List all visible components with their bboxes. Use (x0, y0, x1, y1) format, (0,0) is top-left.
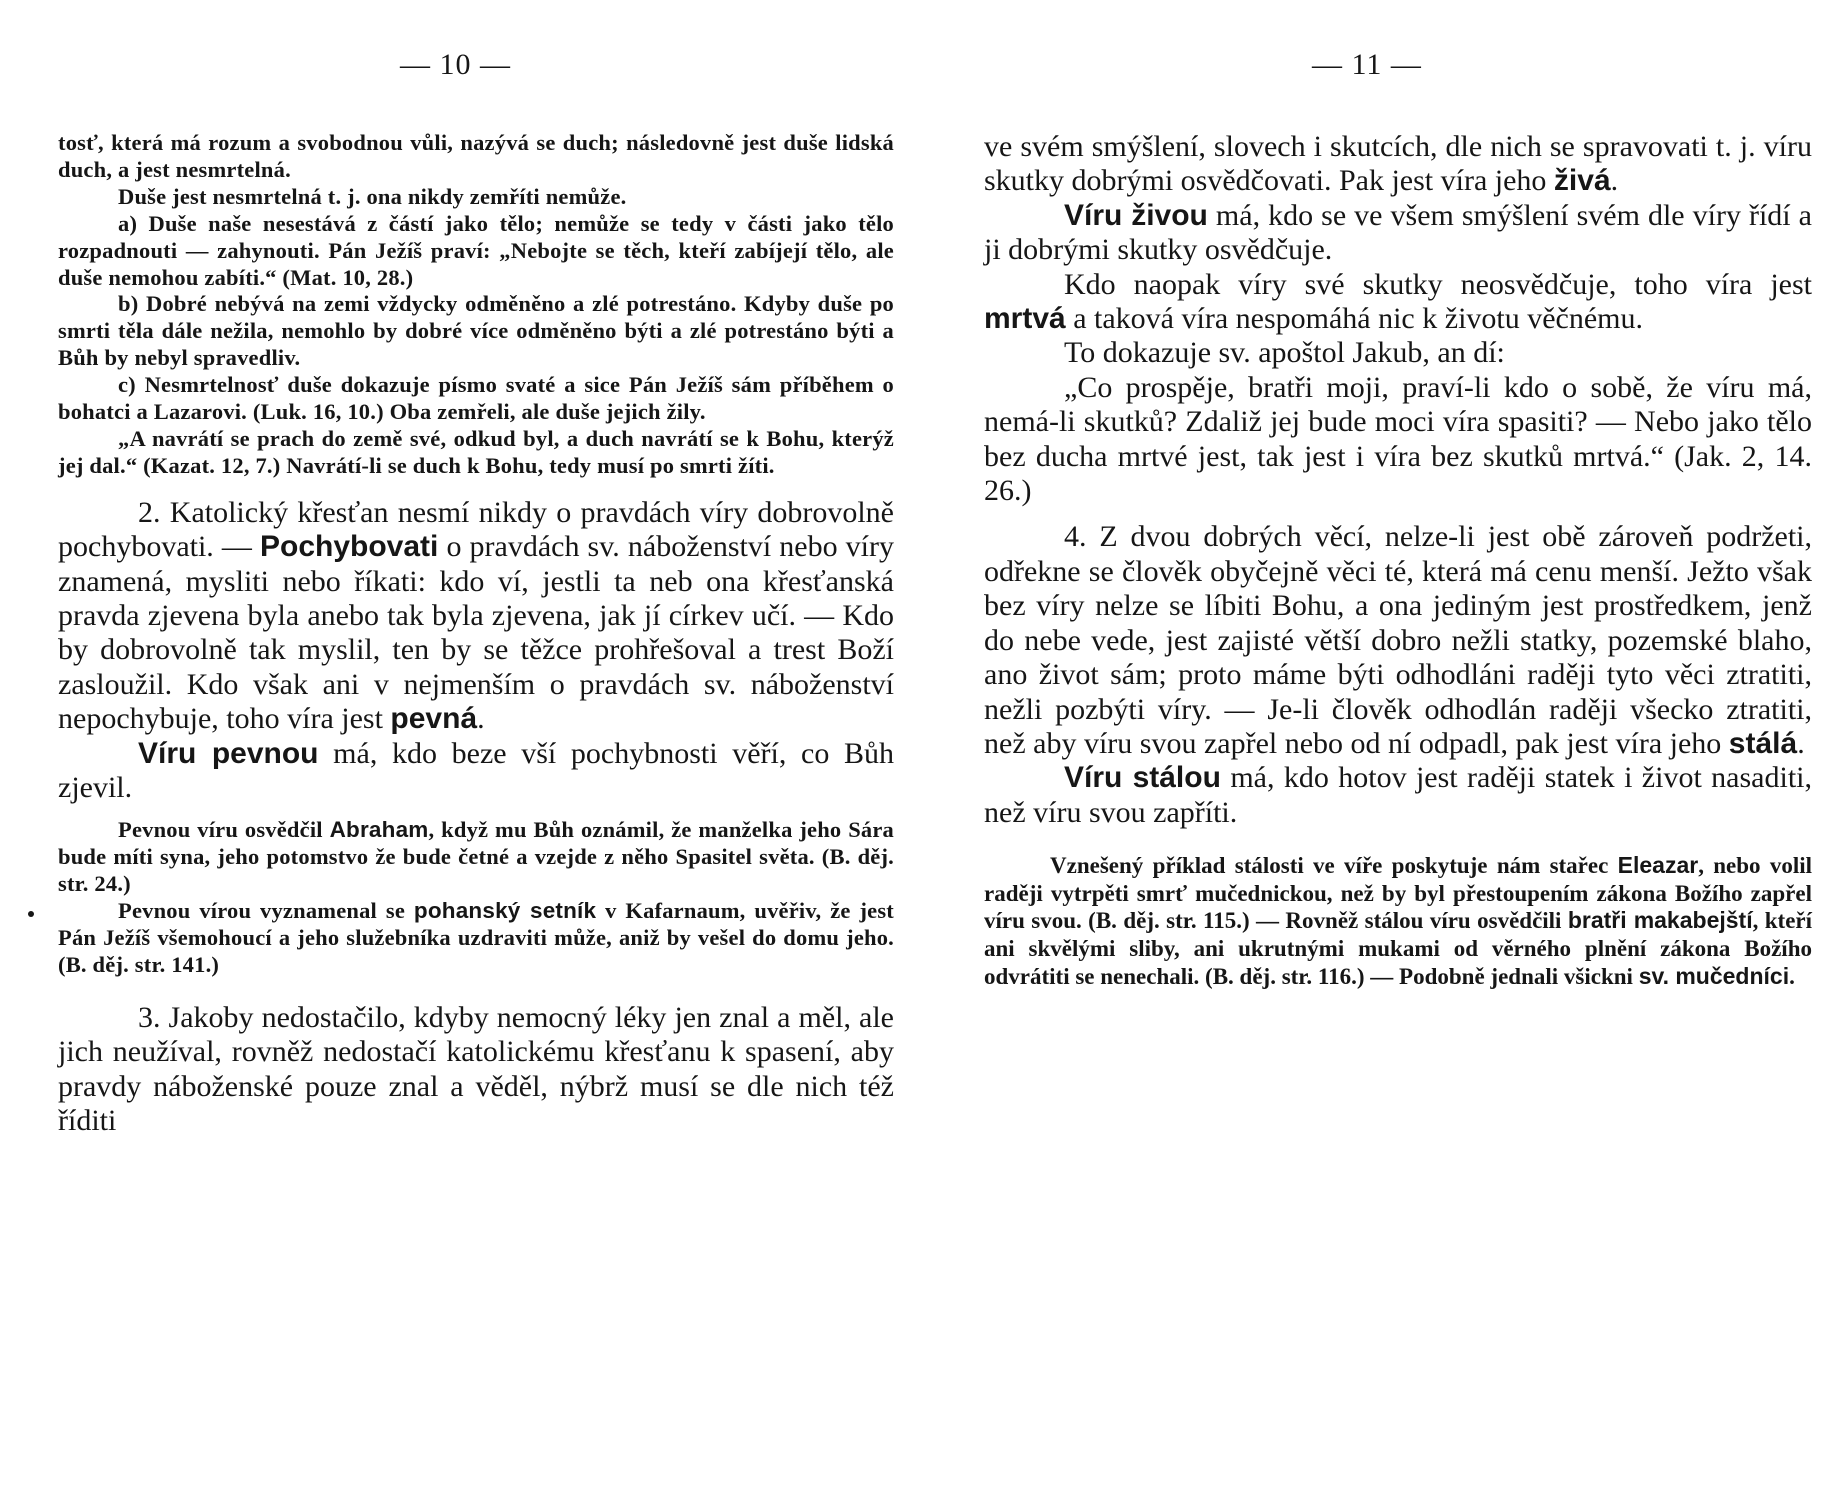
bold-term: bratři makabejští (1567, 907, 1753, 934)
right-column (984, 130, 1812, 990)
bold-term: pevná (390, 702, 478, 736)
bold-term: Víru živou (1064, 198, 1208, 232)
page-number-right: — 11 — (1312, 48, 1422, 81)
paragraph: tosť, která má rozum a svobodnou vůli, nazývá se duch; následovně jest duše lidská duch, a jest nesmrtelná. (58, 130, 894, 182)
definition-paragraph: Víru stálou má, kdo hotov jest raději statek i život nasaditi, než víru svou zapříti. (984, 761, 1812, 829)
paragraph: „A navrátí se prach do země své, odkud byl, a duch navrátí se k Bohu, kterýž jej dal.“ (Kazat. 12, 7.) Navrátí-li se duch k Bohu, tedy musí po smrti žíti. (58, 425, 894, 478)
bold-term: stálá (1728, 726, 1798, 760)
quote-paragraph: „Co prospěje, bratři moji, praví-li kdo o sobě, že víru má, nemá-li skutků? Zdaliž jej bude moci víra spasiti? — Nebo jako tělo bez ducha mrtvé jest, tak jest i víra bez skutků mrtvá.“ (Jak. 2, 14. 26.) (984, 370, 1812, 508)
paragraph: a) Duše naše nesestává z částí jako tělo; nemůže se tedy v části jako tělo rozpadnouti — zahynouti. Pán Ježíš praví: „Nebojte se těch, kteří zabíjejí tělo, ale duše nemohou zabíti.“ (Mat. 10, 28.) (58, 210, 894, 290)
left-column (58, 130, 894, 1139)
bold-term: sv. mučedníci (1638, 962, 1790, 989)
paragraph: Pevnou víru osvědčil Abraham, když mu Bůh oznámil, že manželka jeho Sára bude míti syna, jeho potomstvo že bude četné a vzejde z něho Spasitel světa. (B. děj. str. 24.) (58, 817, 894, 897)
print-speck (28, 911, 34, 917)
right-page (922, 0, 1844, 1500)
definition-paragraph: Víru pevnou má, kdo beze vší pochybnosti věří, co Bůh zjevil. (58, 736, 894, 805)
section-4-paragraph: 4. Z dvou dobrých věcí, nelze-li jest obě zároveň podržeti, odřekne se člověk obyčejně věci té, která má cenu menší. Ježto však bez víry nelze se líbiti Bohu, a ona jediným jest prostředkem, jenž do nebe vede, jest zajisté větší dobro nežli statky, pozemské blaho, ano život sám; proto máme býti odhodláni raději tyto věci ztratiti, nežli pozbýti víry. — Je-li člověk odhodlán raději všecko ztratiti, než aby víru svou zapřel nebo od ní odpadl, pak jest víra jeho stálá. (984, 520, 1812, 760)
section-2-paragraph: 2. Katolický křesťan nesmí nikdy o pravdách víry dobrovolně pochybovati. — Pochybovati o pravdách sv. náboženství nebo víry znamená, mysliti nebo říkati: kdo ví, jestli ta neb ona křesťanská pravda zjevena byla anebo tak byla zjevena, jak jí církev učí. — Kdo by dobrovolně tak myslil, ten by se těžce prohřešoval a trest Boží zasloužil. Kdo však ani v nejmenším o pravdách sv. náboženství nepochybuje, toho víra jest pevná. (58, 495, 894, 736)
right-example-block (984, 852, 1812, 990)
paragraph: Vznešený příklad stálosti ve víře poskytuje nám stařec Eleazar, nebo volil raději vytrpěti smrť mučednickou, než by byl přestoupením zákona Božího zapřel víru svou. (B. děj. str. 115.) — Rovněž stálou víru osvědčili bratři makabejští, kteří ani skvělými sliby, ani ukrutnými mukami od věrného plnění zákona Božího odvrátiti se nenechali. (B. děj. str. 116.) — Podobně jednali všickni sv. mučedníci. (984, 852, 1813, 989)
bold-term: živá (1553, 164, 1611, 198)
bold-term: mrtvá (984, 302, 1066, 336)
bold-term: Pochybovati (259, 530, 439, 564)
left-small-text-block (58, 130, 894, 480)
paragraph: Pevnou vírou vyznamenal se pohanský setník v Kafarnaum, uvěřiv, že jest Pán Ježíš všemohoucí a jeho služebníka uzdraviti může, aniž by vešel do domu jeho. (B. děj. str. 141.) (58, 898, 894, 977)
left-example-block (58, 817, 894, 978)
paragraph: Duše jest nesmrtelná t. j. ona nikdy zemříti nemůže. (118, 183, 627, 209)
bold-term: Víru stálou (1064, 761, 1221, 795)
bold-term: Eleazar (1617, 852, 1699, 879)
paragraph: c) Nesmrtelnosť duše dokazuje písmo svaté a sice Pán Ježíš sám příběhem o bohatci a Lazarovi. (Luk. 16, 10.) Oba zemřeli, ale duše jejich žily. (58, 372, 894, 425)
bold-term: Víru pevnou (138, 736, 319, 770)
page-number-left: — 10 — (400, 48, 511, 81)
definition-paragraph: Víru živou má, kdo se ve všem smýšlení svém dle víry řídí a ji dobrými skutky osvědčuje. (984, 198, 1812, 267)
paragraph: ve svém smýšlení, slovech i skutcích, dle nich se spravovati t. j. víru skutky dobrými osvědčovati. Pak jest víra jeho živá. (984, 130, 1812, 198)
paragraph: b) Dobré nebývá na zemi vždycky odměněno a zlé potrestáno. Kdyby duše po smrti těla dále nežila, nemohlo by dobré více odměněno býti a zlé potrestáno býti a Bůh by nebyl spravedliv. (58, 291, 894, 371)
bold-term: pohanský setník (413, 898, 597, 924)
bold-term: Abraham (329, 817, 429, 843)
paragraph: To dokazuje sv. apoštol Jakub, an dí: (1064, 336, 1505, 370)
section-3-paragraph: 3. Jakoby nedostačilo, kdyby nemocný léky jen znal a měl, ale jich neužíval, rovněž nedostačí katolickému křesťanu k spasení, aby pravdy náboženské pouze znal a věděl, nýbrž musí se dle nich též říditi (58, 1000, 894, 1138)
paragraph: Kdo naopak víry své skutky neosvědčuje, toho víra jest mrtvá a taková víra nespomáhá nic k životu věčnému. (984, 267, 1812, 336)
